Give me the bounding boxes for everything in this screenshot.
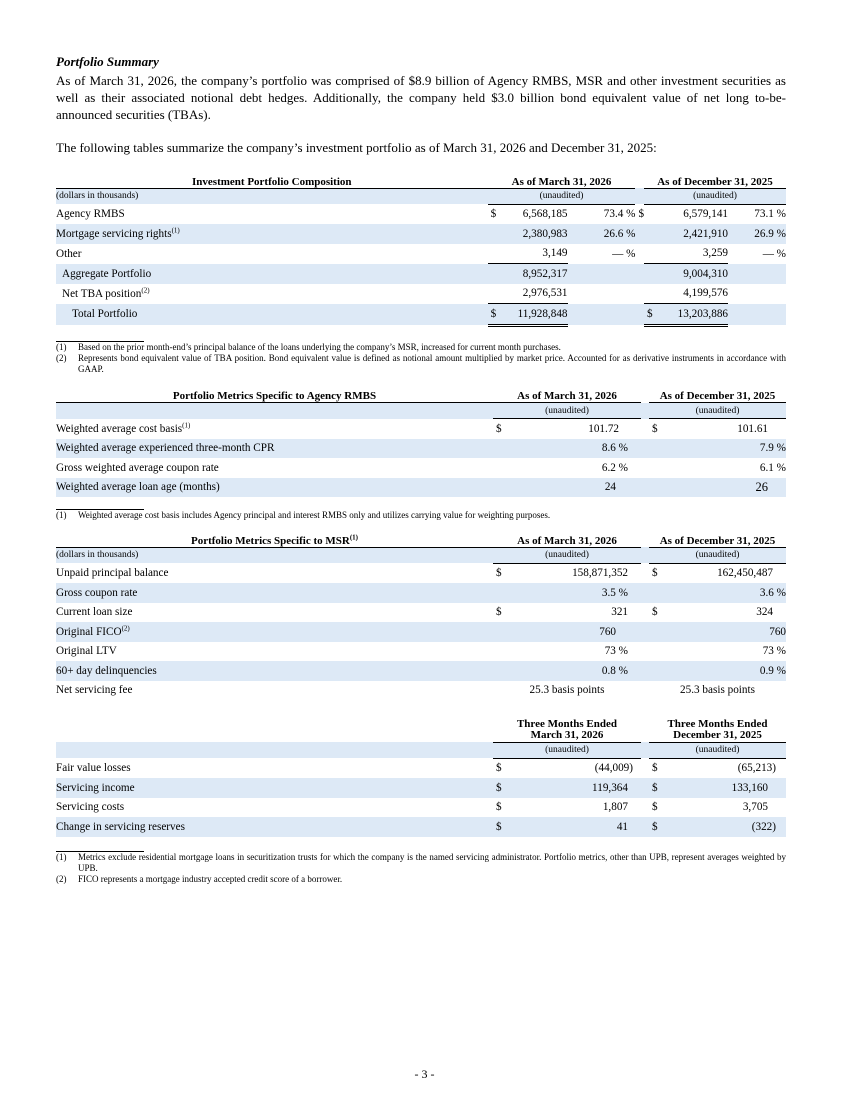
value: 8,952,317 — [498, 264, 568, 284]
footnote-ref: (2) — [121, 624, 130, 633]
value: 760 — [533, 622, 641, 642]
row-label: Other — [56, 247, 82, 260]
currency-symbol: $ — [649, 778, 689, 798]
footnote-number: (2) — [56, 352, 67, 363]
value: 9,004,310 — [654, 264, 728, 284]
row-label: Fair value losses — [56, 762, 131, 774]
currency-symbol: $ — [652, 567, 658, 580]
column-header-line: March 31, 2026 — [530, 728, 604, 741]
footnote-number: (1) — [56, 851, 67, 862]
value: 2,380,983 — [498, 224, 568, 244]
currency-symbol: $ — [488, 304, 498, 326]
table-title-text: Portfolio Metrics Specific to MSR — [190, 534, 350, 547]
value: 0.9 % — [689, 661, 786, 681]
table-title: Investment Portfolio Composition — [56, 168, 488, 188]
table-row — [56, 244, 786, 264]
currency-symbol: $ — [652, 762, 658, 775]
currency-symbol: $ — [652, 801, 658, 814]
value: 760 — [689, 622, 786, 642]
footnote-number: (1) — [56, 510, 67, 520]
unaudited-label: (unaudited) — [493, 742, 641, 758]
currency-symbol: $ — [493, 817, 533, 837]
currency-symbol: $ — [652, 422, 658, 435]
table-row — [56, 563, 786, 583]
row-label: Servicing income — [56, 778, 493, 798]
unaudited-label: (unaudited) — [493, 547, 641, 563]
value: 8.6 % — [533, 439, 641, 459]
table-title: Portfolio Metrics Specific to Agency RMBS — [56, 383, 493, 403]
unaudited-label: (unaudited) — [644, 188, 786, 204]
row-label: Net TBA position — [62, 287, 142, 300]
table-row — [56, 284, 786, 304]
table-row — [56, 817, 786, 837]
value: 3.5 % — [533, 583, 641, 603]
table-row — [56, 304, 786, 326]
currency-symbol: $ — [652, 606, 658, 619]
table-row — [56, 478, 786, 498]
column-header: As of December 31, 2025 — [649, 383, 786, 403]
unaudited-label: (unaudited) — [649, 547, 786, 563]
row-label: Net servicing fee — [56, 684, 133, 697]
investment-portfolio-table — [56, 168, 786, 327]
footnote-ref: (1) — [171, 226, 180, 235]
value: 73 % — [762, 645, 786, 658]
currency-symbol: $ — [496, 801, 502, 814]
footnote-text: FICO represents a mortgage industry accepted credit score of a borrower. — [78, 873, 343, 884]
value: (322) — [689, 817, 786, 837]
column-header-line: Three Months Ended — [516, 717, 618, 730]
row-label: Original LTV — [56, 645, 117, 658]
msr-metrics-table — [56, 527, 786, 700]
row-label: Gross coupon rate — [56, 583, 493, 603]
value: 162,450,487 — [717, 567, 773, 580]
value: 1,807 — [602, 801, 628, 814]
table-row — [56, 583, 786, 603]
row-label: Original FICO — [56, 625, 122, 638]
footnote — [56, 353, 786, 375]
currency-symbol: $ — [644, 304, 654, 326]
unaudited-label: (unaudited) — [649, 742, 786, 758]
value: 41 — [533, 817, 641, 837]
footnote-ref: (2) — [141, 285, 150, 294]
units-label: (dollars in thousands) — [56, 547, 493, 563]
value: 25.3 basis points — [529, 684, 605, 697]
column-header: As of March 31, 2026 — [488, 168, 636, 188]
value: 101.61 — [737, 422, 768, 435]
column-header — [649, 710, 786, 742]
value: 321 — [611, 606, 628, 619]
row-label: Current loan size — [56, 606, 133, 619]
table-title — [56, 527, 493, 547]
value: 7.9 % — [689, 439, 786, 459]
footnote-text: Based on the prior month-end’s principal balance of the loans underlying the company’s MSR, increased for current month purchases. — [78, 341, 561, 352]
value: 6.2 % — [601, 461, 628, 474]
table-row — [56, 642, 786, 662]
currency-symbol: $ — [496, 422, 502, 435]
value: (44,009) — [594, 762, 633, 775]
intro-paragraph: The following tables summarize the company’s investment portfolio as of March 31, 2026 and December 31, 2025: — [56, 140, 657, 155]
value: 13,203,886 — [654, 304, 728, 326]
row-label: Weighted average cost basis — [56, 422, 183, 435]
row-label: Total Portfolio — [56, 304, 488, 326]
value: 6,579,141 — [683, 208, 728, 221]
footnote — [56, 342, 786, 353]
row-label: Weighted average loan age (months) — [56, 478, 493, 498]
table-row — [56, 681, 786, 701]
value: 133,160 — [689, 778, 786, 798]
section-title: Portfolio Summary — [56, 54, 159, 69]
row-label: Servicing costs — [56, 801, 125, 814]
column-header: As of December 31, 2025 — [644, 168, 786, 188]
currency-symbol: $ — [496, 762, 502, 775]
value: 25.3 basis points — [680, 684, 755, 697]
table-row — [56, 439, 786, 459]
value: 0.8 % — [533, 661, 641, 681]
value: 4,199,576 — [654, 284, 728, 304]
value: 158,871,352 — [572, 567, 628, 580]
row-label: 60+ day delinquencies — [56, 661, 493, 681]
value: 73 % — [604, 645, 628, 658]
currency-symbol: $ — [490, 208, 497, 221]
table-row — [56, 264, 786, 284]
table-row — [56, 778, 786, 798]
msr-income-table — [56, 710, 786, 837]
page-number: - 3 - — [414, 1067, 435, 1081]
table-row — [56, 661, 786, 681]
currency-symbol: $ — [649, 817, 689, 837]
table-row — [56, 622, 786, 642]
value: 2,976,531 — [498, 284, 568, 304]
summary-paragraph: As of March 31, 2026, the company’s portfolio was comprised of $8.9 billion of Agency RMBS, MSR and other investment securities as well as their associated notional debt hedges. Additionally, the company held $3.0 billion bond equivalent value of net long to-be-announced securities (TBAs). — [56, 73, 786, 122]
row-label: Aggregate Portfolio — [56, 264, 488, 284]
value: 11,928,848 — [498, 304, 568, 326]
footnote-text: Weighted average cost basis includes Agency principal and interest RMBS only and utilizes carrying value for weighting purposes. — [78, 510, 551, 520]
table-row — [56, 798, 786, 818]
unaudited-label: (unaudited) — [649, 403, 786, 419]
percent: — % — [612, 247, 636, 260]
footnote-ref: (1) — [182, 420, 191, 429]
row-label: Agency RMBS — [56, 208, 125, 220]
footnote-text: Metrics exclude residential mortgage loans in securitization trusts for which the company is the named servicing administrator. Portfolio metrics, other than UPB, represent averages weighted by UPB. — [78, 851, 786, 873]
column-header-line: December 31, 2025 — [673, 728, 762, 741]
table-row — [56, 204, 786, 224]
table-row — [56, 603, 786, 623]
value: 3,259 — [654, 244, 728, 264]
column-header-line: Three Months Ended — [667, 717, 768, 730]
value: 3.6 % — [689, 583, 786, 603]
footnote — [56, 874, 786, 885]
column-header: As of March 31, 2026 — [493, 383, 641, 403]
percent: — % — [762, 247, 786, 260]
footnote — [56, 510, 786, 521]
value: 3,705 — [742, 801, 768, 814]
unaudited-label: (unaudited) — [488, 188, 636, 204]
currency-symbol: $ — [496, 606, 502, 619]
value: 24 — [533, 478, 641, 498]
value: 26 — [689, 478, 786, 498]
row-label: Unpaid principal balance — [56, 567, 169, 579]
footnote-number: (1) — [56, 341, 67, 352]
column-header: As of March 31, 2026 — [493, 527, 641, 547]
value: (65,213) — [737, 762, 776, 775]
percent: 73.4 % — [603, 208, 636, 221]
column-header: As of December 31, 2025 — [649, 527, 786, 547]
table-row — [56, 224, 786, 244]
value: 3,149 — [498, 244, 568, 264]
currency-symbol: $ — [638, 208, 645, 220]
footnote — [56, 852, 786, 874]
row-label: Change in servicing reserves — [56, 817, 493, 837]
value: 119,364 — [533, 778, 641, 798]
value: 101.72 — [588, 422, 619, 435]
percent: 26.9 % — [728, 224, 786, 244]
row-label: Mortgage servicing rights — [56, 227, 172, 240]
value: 6,568,185 — [522, 208, 568, 221]
footnote-ref: (1) — [349, 532, 358, 541]
agency-rmbs-metrics-table — [56, 383, 786, 498]
footnote-text: Represents bond equivalent value of TBA position. Bond equivalent value is defined as notional amount multiplied by market price. Accounted for as derivative instruments in accordance with GAAP. — [78, 352, 786, 374]
table-row — [56, 758, 786, 778]
column-header — [493, 710, 641, 742]
value: 6.1 % — [759, 461, 786, 474]
row-label: Gross weighted average coupon rate — [56, 461, 219, 474]
currency-symbol: $ — [493, 778, 533, 798]
percent: 26.6 % — [568, 224, 636, 244]
currency-symbol: $ — [496, 567, 502, 580]
document-page — [56, 54, 786, 885]
units-label: (dollars in thousands) — [56, 188, 488, 204]
value: 2,421,910 — [654, 224, 728, 244]
percent: 73.1 % — [754, 208, 786, 221]
footnote-number: (2) — [56, 873, 67, 884]
value: 324 — [756, 606, 773, 619]
table-row — [56, 419, 786, 439]
row-label: Weighted average experienced three-month CPR — [56, 439, 493, 459]
unaudited-label: (unaudited) — [493, 403, 641, 419]
table-row — [56, 458, 786, 478]
